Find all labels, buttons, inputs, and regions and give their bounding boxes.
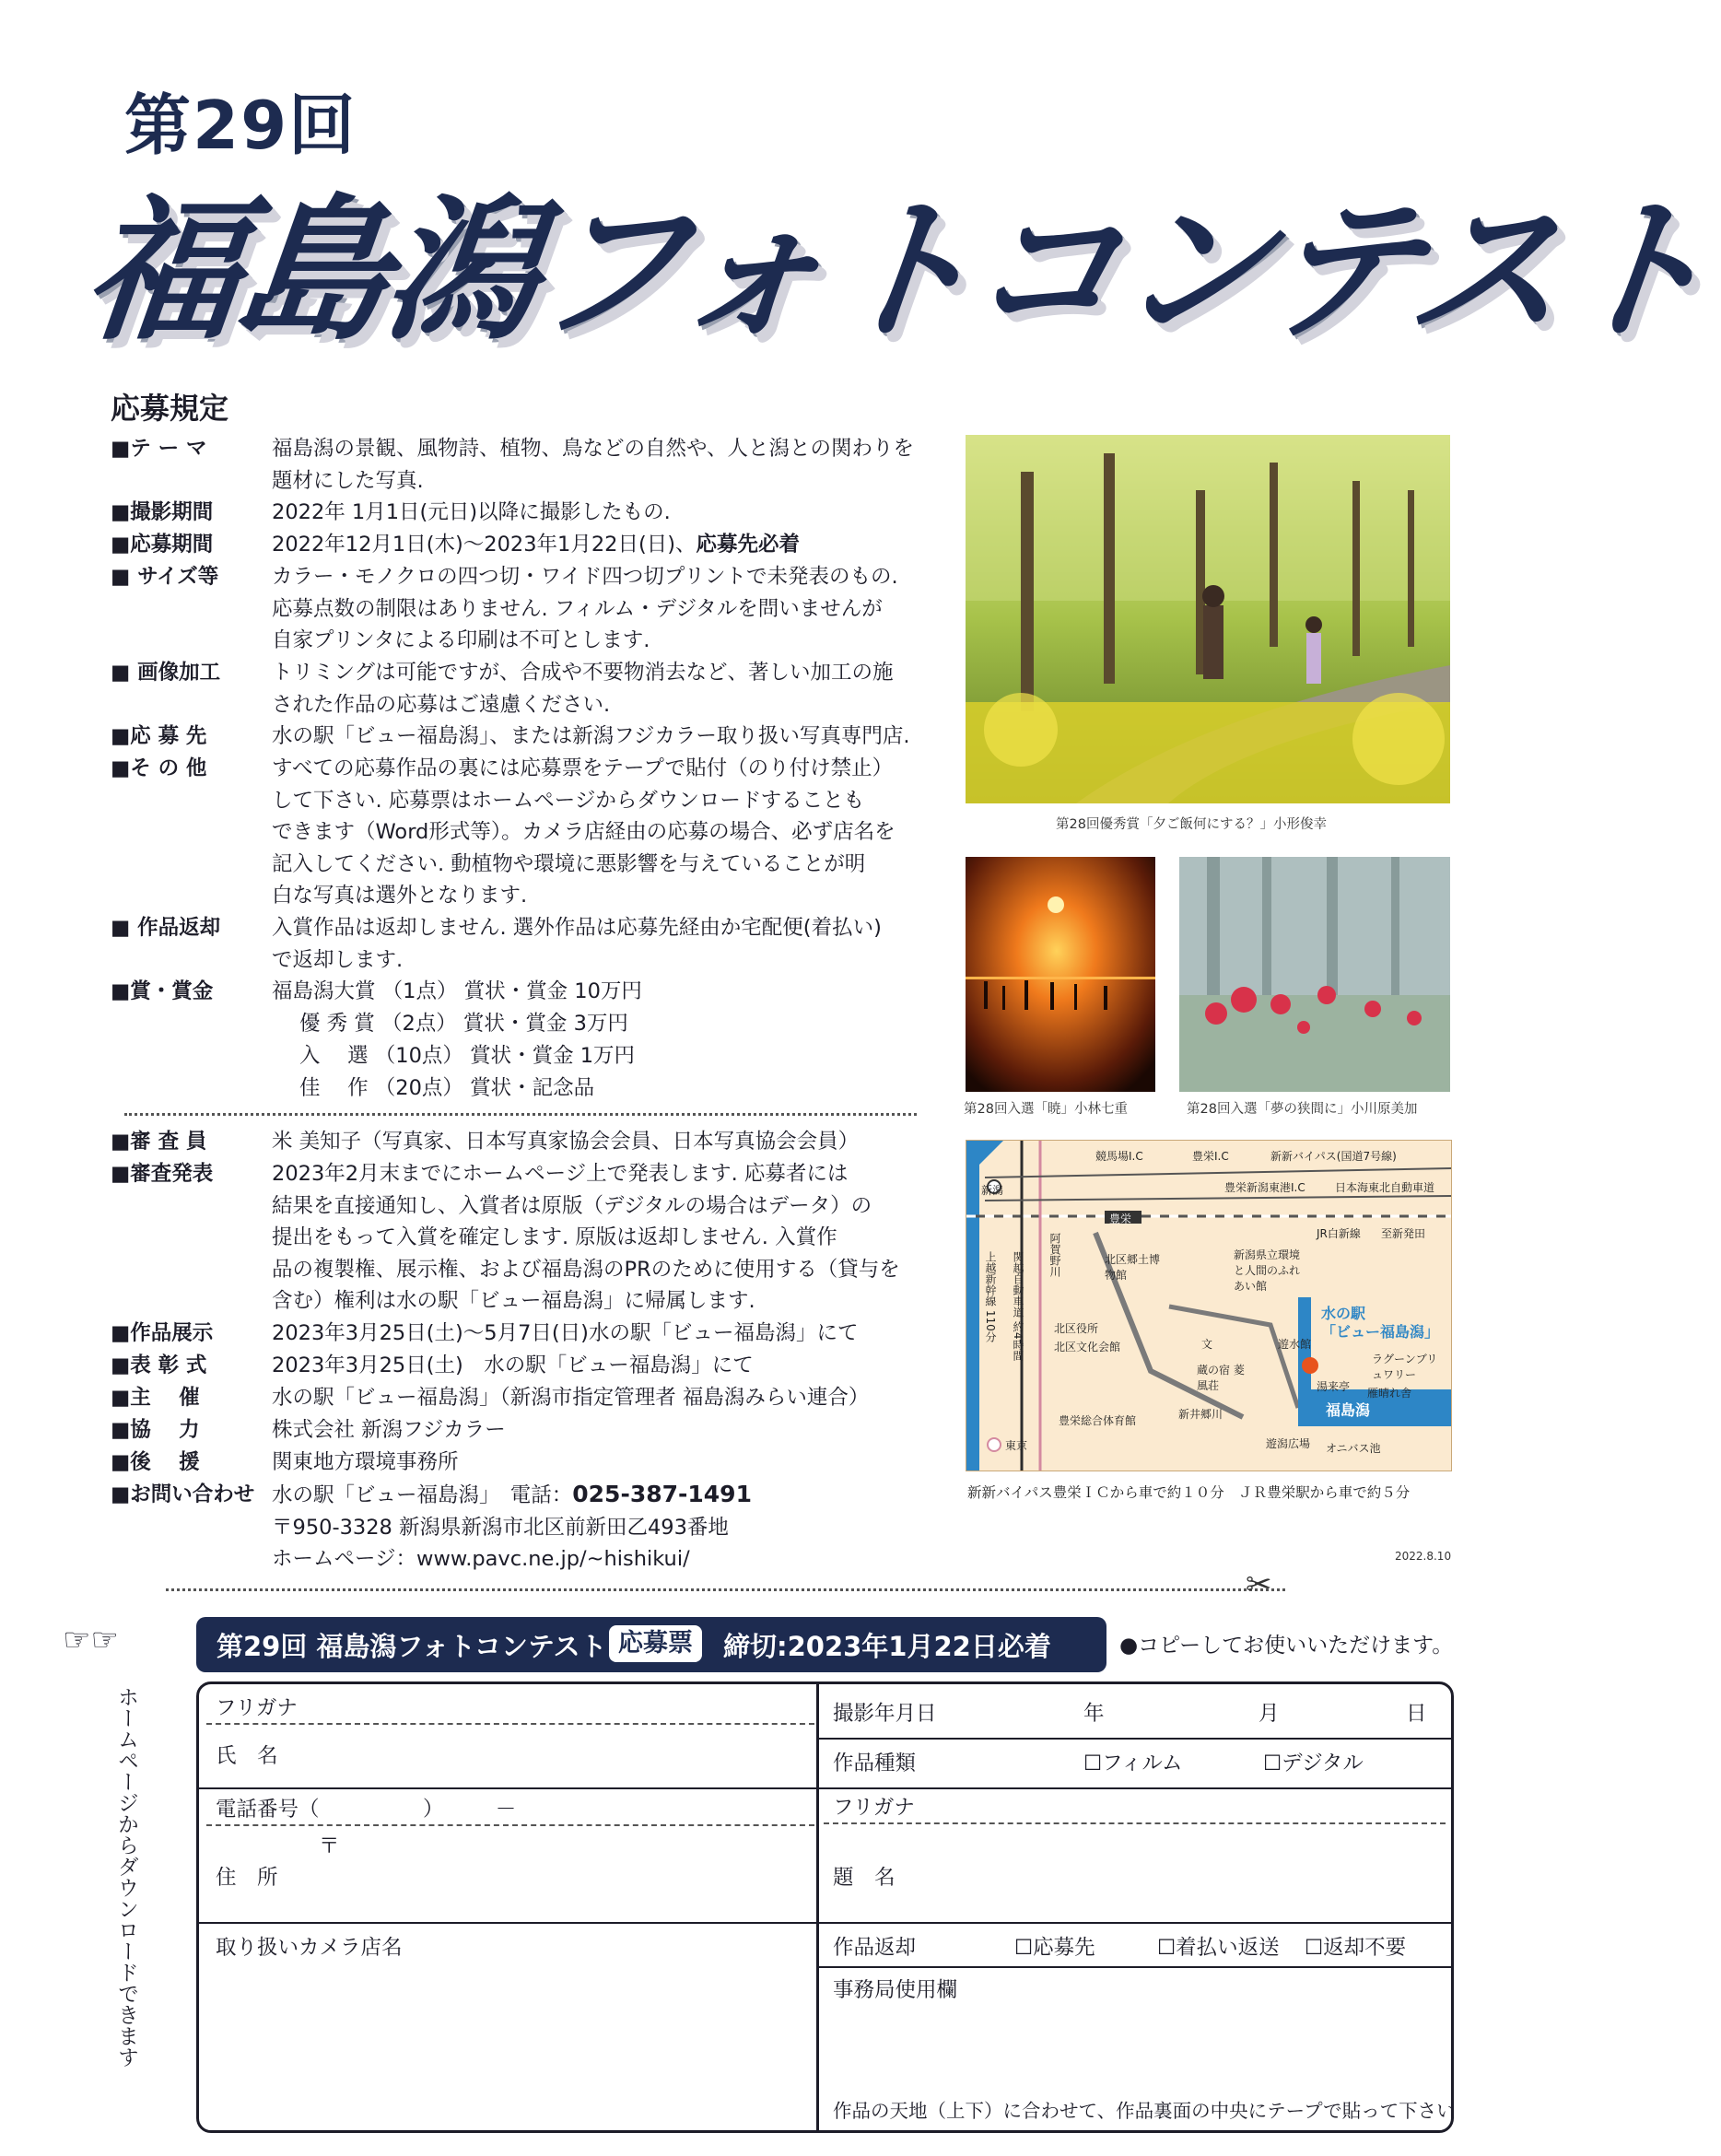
office-use-label: 事務局使用欄	[833, 1978, 958, 2002]
return-label: 作品返却	[833, 1936, 917, 1960]
access-map	[966, 1140, 1452, 1471]
rule-label: ■応 募 先	[111, 724, 207, 748]
rule-bold: 応募先必着	[696, 533, 801, 557]
rules-heading: 応募規定	[111, 391, 229, 426]
rule-other	[111, 753, 931, 912]
download-note: ホームページからダウンロードできます	[114, 1686, 138, 2068]
contact-phone: 025-387-1491	[572, 1481, 752, 1507]
rule-label: ■作品展示	[111, 1321, 214, 1345]
furigana-label: フリガナ	[216, 1696, 298, 1720]
form-banner-deadline: 締切:2023年1月22日必着	[723, 1631, 1051, 1662]
rule-label: ■後 援	[111, 1450, 200, 1474]
postal-label: 〒	[319, 1834, 340, 1858]
rule-entry-period	[111, 529, 931, 561]
day-label: 日	[1406, 1702, 1427, 1726]
photo-caption: 第28回優秀賞「夕ご飯何にする？」小形俊幸	[1056, 817, 1327, 832]
map-caption: 新新バイパス豊栄ＩＣから車で約１０分 ＪＲ豊栄駅から車で約５分	[967, 1484, 1411, 1501]
address-label: 住 所	[216, 1866, 278, 1890]
map-label: 豊栄総合体育館	[1059, 1414, 1137, 1427]
map-label: 豊栄新潟東港I.C	[1224, 1181, 1305, 1194]
rule-theme	[111, 433, 931, 497]
dashed-line	[206, 1824, 814, 1826]
title-furigana-label: フリガナ	[833, 1796, 915, 1820]
map-label: 東京	[1005, 1439, 1028, 1452]
divider	[124, 1113, 917, 1116]
title-label: 題 名	[833, 1866, 896, 1890]
rule-label: ■ サイズ等	[111, 565, 219, 589]
rule-label: ■主 催	[111, 1386, 200, 1410]
rule-text: トリミングは可能ですが、合成や不要物消去など、著しい加工の施 された作品の応募はご遠慮ください.	[272, 661, 894, 717]
map-label: 湯来亭	[1317, 1380, 1351, 1393]
rule-ceremony	[111, 1350, 931, 1382]
digital-checkbox[interactable]: ☐デジタル	[1263, 1752, 1364, 1775]
map-label: 「ビュー福島潟」	[1321, 1323, 1440, 1341]
rule-label: ■応募期間	[111, 533, 214, 557]
form-banner	[196, 1617, 1106, 1672]
entry-form	[196, 1681, 1454, 2133]
map-label: 遊潟広場	[1266, 1437, 1311, 1450]
rule-label: ■審 査 員	[111, 1130, 207, 1154]
map-label: オニバス池	[1326, 1442, 1381, 1455]
date-stamp: 2022.8.10	[1395, 1550, 1452, 1563]
map-label: 蔵の宿 菱風荘	[1197, 1364, 1245, 1392]
rule-label: ■そ の 他	[111, 756, 207, 780]
form-divider	[816, 1684, 819, 2131]
prize-honorable: 佳 作 （20点） 賞状・記念品	[299, 1076, 595, 1100]
rule-text: 2022年 1月1日(元日)以降に撮影したもの.	[272, 500, 671, 524]
form-line	[816, 1738, 1452, 1740]
photo-caption: 第28回入選「暁」小林七重	[964, 1102, 1128, 1117]
form-line	[816, 1787, 1452, 1789]
scissors-icon: ✂	[1246, 1566, 1272, 1603]
rule-label: ■審査発表	[111, 1162, 214, 1186]
name-label: 氏 名	[216, 1744, 278, 1768]
map-label: 新井郷川	[1178, 1408, 1223, 1421]
rule-return	[111, 912, 931, 976]
prize-grand: 福島潟大賞 （1点） 賞状・賞金 10万円	[272, 979, 642, 1003]
camera-shop-label: 取り扱いカメラ店名	[216, 1936, 403, 1960]
rule-label: ■ 作品返却	[111, 916, 221, 940]
contest-edition: 第29回	[124, 87, 357, 164]
rule-contact	[111, 1479, 931, 1575]
rule-text: すべての応募作品の裏には応募票をテープで貼付（のり付け禁止） して下さい. 応募票はホームページからダウンロードすることも できます（Word形式等）。カメラ店経由の応募の場合、必ず店名を 記入してください. 動植物や環境に悪影響を与えていることが明 白な写真は選外となります.	[272, 756, 896, 908]
rule-submit-to	[111, 721, 931, 753]
map-label: ラグーンブリュワリー	[1372, 1353, 1438, 1381]
rule-text: カラー・モノクロの四つ切・ワイド四つ切プリントで未発表のもの. 応募点数の制限はありません. フィルム・デジタルを問いませんが 自家プリンタによる印刷は不可とします.	[272, 565, 898, 652]
work-type-label: 作品種類	[833, 1752, 917, 1775]
rule-text: 入賞作品は返却しません. 選外作品は応募先経由か宅配便(着払い) で返却します.	[272, 916, 882, 972]
map-label: 阿賀野川	[1048, 1233, 1061, 1277]
map-label: 新新バイパス(国道7号線)	[1270, 1150, 1397, 1163]
map-label: 至新発田	[1381, 1227, 1426, 1240]
footer-note: 作品の天地（上下）に合わせて、作品裏面の中央にテープで貼って下さい	[833, 2100, 1456, 2122]
map-label: 北区文化会館	[1054, 1341, 1121, 1353]
rule-label: ■撮影期間	[111, 500, 214, 524]
map-label: 競馬場I.C	[1095, 1150, 1143, 1163]
contact-address: 〒950-3328 新潟県新潟市北区前新田乙493番地	[272, 1515, 729, 1540]
copy-note: ●コピーしてお使いいただけます。	[1119, 1634, 1454, 1658]
rule-exhibition	[111, 1318, 931, 1350]
form-line	[199, 1787, 816, 1789]
map-label: 豊栄	[1109, 1213, 1132, 1225]
rule-label: ■ 画像加工	[111, 661, 221, 685]
return-option-submit[interactable]: ☐応募先	[1014, 1936, 1095, 1960]
rule-label: ■表 彰 式	[111, 1353, 207, 1377]
return-option-cod[interactable]: ☐着払い返送	[1157, 1936, 1280, 1960]
phone-label: 電話番号（ ） －	[216, 1798, 517, 1822]
page-title: 福島潟フォトコンテスト	[76, 181, 1718, 361]
map-label: 日本海東北自動車道	[1335, 1181, 1435, 1194]
map-label: 新潟県立環境と人間のふれあい館	[1234, 1248, 1301, 1293]
pointing-hand-icon: ☞☞	[63, 1622, 119, 1658]
dashed-line	[824, 1822, 1446, 1824]
rule-text: 2023年2月末までにホームページ上で発表します. 応募者には 結果を直接通知し、入賞者は原版（デジタルの場合はデータ）の 提出をもって入賞を確定します. 原版は返却しません. 入賞作 品の複製権、展示権、および福島潟のPRのために使用する（貸与を 含む）権利は水の駅「ビュー福島潟」に帰属します.	[272, 1162, 900, 1313]
map-label: 関越自動車道 約4時間	[1012, 1251, 1024, 1362]
form-line	[816, 1922, 1452, 1924]
contact-website: ホームページ：www.pavc.ne.jp/~hishikui/	[272, 1547, 690, 1571]
rule-text: 2023年3月25日(土) 水の駅「ビュー福島潟」にて	[272, 1353, 754, 1377]
photo-award-excellence	[966, 435, 1450, 803]
map-label: 上越新幹線 110分	[984, 1251, 997, 1342]
rule-support	[111, 1447, 931, 1479]
cut-line	[166, 1588, 1285, 1591]
prize-selected: 入 選 （10点） 賞状・賞金 1万円	[299, 1044, 636, 1068]
rule-label: ■協 力	[111, 1418, 200, 1442]
rule-organizer	[111, 1382, 931, 1414]
form-line	[199, 1922, 816, 1924]
rule-size	[111, 561, 931, 657]
rule-shoot-period	[111, 497, 931, 529]
rule-label: ■賞・賞金	[111, 979, 214, 1003]
rule-text: 水の駅「ビュー福島潟」、または新潟フジカラー取り扱い写真専門店.	[272, 724, 910, 748]
rule-text: 2023年3月25日(土)～5月7日(日)水の駅「ビュー福島潟」にて	[272, 1321, 859, 1345]
rule-announcement	[111, 1158, 931, 1318]
form-banner-label: 応募票	[609, 1625, 702, 1662]
map-label: JR白新線	[1317, 1227, 1361, 1240]
rule-cooperation	[111, 1414, 931, 1447]
map-label: 新潟	[981, 1184, 1004, 1197]
rule-label: ■テ ー マ	[111, 437, 207, 461]
rule-label: ■お問い合わせ	[111, 1482, 255, 1506]
month-label: 月	[1259, 1702, 1280, 1726]
year-label: 年	[1083, 1702, 1105, 1726]
form-line	[816, 1966, 1452, 1968]
photo-dawn	[966, 857, 1155, 1092]
rule-text: 関東地方環境事務所	[272, 1450, 459, 1474]
film-checkbox[interactable]: ☐フィルム	[1083, 1752, 1183, 1775]
rule-text: 福島潟の景観、風物詩、植物、鳥などの自然や、人と潟との関わりを 題材にした写真.	[272, 437, 915, 493]
rule-text: 株式会社 新潟フジカラー	[272, 1418, 506, 1442]
rule-image-editing	[111, 657, 931, 721]
rule-text: 水の駅「ビュー福島潟」（新潟市指定管理者 福島潟みらい連合）	[272, 1386, 870, 1410]
map-label: 北区郷土博物館	[1105, 1253, 1161, 1282]
form-banner-title: 第29回 福島潟フォトコンテスト	[217, 1631, 607, 1662]
return-option-none[interactable]: ☐返却不要	[1305, 1936, 1407, 1960]
map-label: 豊栄I.C	[1192, 1150, 1229, 1163]
shoot-date-label: 撮影年月日	[833, 1702, 937, 1726]
photo-dream	[1179, 857, 1450, 1092]
rule-judge	[111, 1126, 931, 1158]
map-label: 雁晴れ舎	[1367, 1387, 1412, 1400]
photo-caption: 第28回入選「夢の狭間に」小川原美加	[1187, 1102, 1418, 1117]
map-label: 水の駅	[1321, 1305, 1366, 1322]
map-label: 遊水館	[1278, 1338, 1312, 1351]
dashed-line	[206, 1723, 814, 1725]
map-label: 福島潟	[1326, 1401, 1371, 1419]
rule-text: 2022年12月1日(木)～2023年1月22日(日)、応募先必着	[272, 533, 801, 557]
rule-text: 水の駅「ビュー福島潟」 電話：025-387-1491 〒950-3328 新潟県新潟市北区前新田乙493番地 ホームページ：www.pavc.ne.jp/~hishikui/	[272, 1481, 752, 1571]
rule-text: 米 美知子（写真家、日本写真家協会会員、日本写真協会会員）	[272, 1130, 860, 1154]
map-label: 北区役所	[1054, 1322, 1099, 1335]
map-label: 文	[1201, 1338, 1213, 1351]
prize-excellence: 優 秀 賞 （2点） 賞状・賞金 3万円	[299, 1012, 628, 1036]
